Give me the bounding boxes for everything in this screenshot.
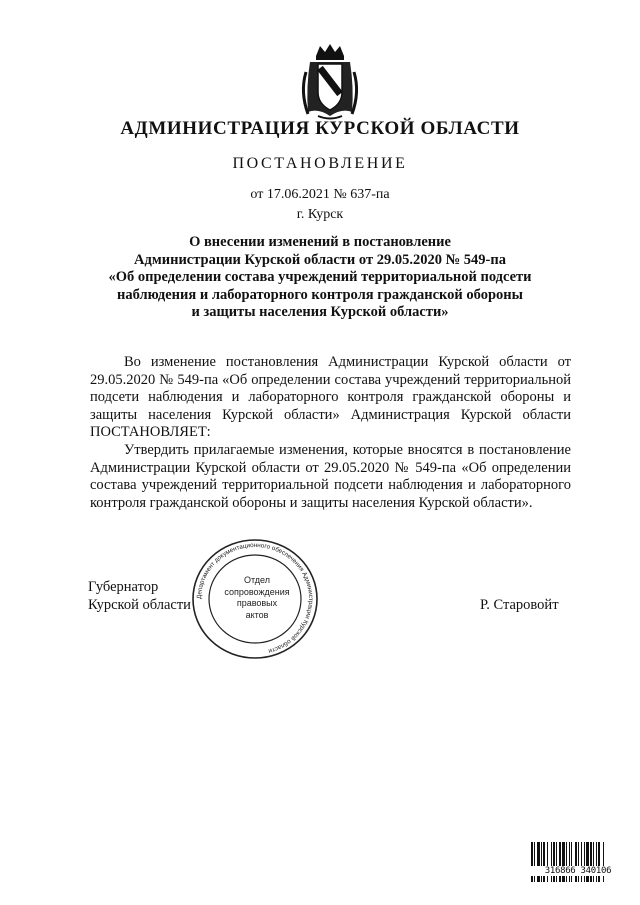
document-title bbox=[70, 234, 570, 322]
barcode-number: 316866 340106 bbox=[528, 866, 628, 876]
barcode-bar bbox=[556, 842, 557, 882]
barcode-bar bbox=[537, 842, 540, 882]
barcode-bar bbox=[590, 842, 592, 882]
barcode-bar bbox=[581, 842, 582, 882]
stamp-ring-text: Департамент документационного обеспечения Администрации Курской области bbox=[195, 541, 315, 655]
barcode-bar bbox=[584, 842, 585, 882]
barcode-bar bbox=[598, 842, 600, 882]
stamp-inner-text bbox=[222, 575, 292, 621]
title-line: наблюдения и лабораторного контроля гражданской обороны bbox=[117, 286, 523, 303]
barcode-bar bbox=[566, 842, 567, 882]
document-body bbox=[90, 354, 571, 512]
stamp-line: актов bbox=[245, 609, 269, 620]
barcode-bar bbox=[553, 842, 555, 882]
signatory-name: Р. Старовойт bbox=[480, 597, 559, 613]
title-line: О внесении изменений в постановление bbox=[189, 234, 451, 250]
barcode-bar bbox=[569, 842, 570, 882]
document-type: ПОСТАНОВЛЕНИЕ bbox=[232, 155, 408, 172]
barcode-bar bbox=[551, 842, 552, 882]
barcode-bar bbox=[541, 842, 542, 882]
barcode-bar bbox=[578, 842, 579, 882]
signatory-position bbox=[88, 579, 191, 614]
title-line: Администрации Курской области от 29.05.2020 № 549-па bbox=[134, 251, 506, 268]
stamp-line: Отдел bbox=[243, 575, 271, 585]
barcode-bar bbox=[534, 842, 535, 882]
barcode-bar bbox=[562, 842, 565, 882]
body-paragraph: Утвердить прилагаемые изменения, которые вносятся в постановление Администрации Курской области от 29.05.2020 № 549-па «Об определении состава учреждений территориальной подсети наблюдения и лабораторного контроля гражданской обороны и защиты населения Курской области». bbox=[90, 441, 571, 511]
signatory-position-line: Курской области bbox=[88, 596, 191, 613]
title-line: «Об определении состава учреждений территориальной подсети bbox=[108, 269, 532, 285]
stamp-line: сопровождения bbox=[224, 586, 290, 597]
document-date-number: от 17.06.2021 № 637-па bbox=[250, 187, 390, 202]
barcode-bar bbox=[593, 842, 594, 882]
barcode-bar bbox=[543, 842, 545, 882]
coat-of-arms-icon bbox=[298, 42, 362, 122]
barcode bbox=[530, 842, 626, 882]
stamp-line: правовых bbox=[236, 598, 278, 608]
barcode-bar bbox=[571, 842, 572, 882]
body-paragraph: Во изменение постановления Администрации Курской области от 29.05.2020 № 549-па «Об определении состава учреждений территориальной подсети наблюдения и лабораторного контроля гражданской обороны и защиты населения Курской области» Администрация Курской области ПОСТАНОВЛЯЕТ: bbox=[90, 354, 571, 441]
document-city: г. Курск bbox=[296, 207, 344, 222]
barcode-bar bbox=[596, 842, 597, 882]
barcode-bar bbox=[531, 842, 533, 882]
barcode-bar bbox=[559, 842, 561, 882]
barcode-bar bbox=[575, 842, 577, 882]
organization-heading: АДМИНИСТРАЦИЯ КУРСКОЙ ОБЛАСТИ bbox=[120, 118, 520, 139]
signatory-position-line: Губернатор bbox=[88, 579, 159, 595]
barcode-bar bbox=[586, 842, 589, 882]
barcode-bar bbox=[547, 842, 548, 882]
title-line: и защиты населения Курской области» bbox=[191, 304, 449, 320]
barcode-bar bbox=[603, 842, 604, 882]
